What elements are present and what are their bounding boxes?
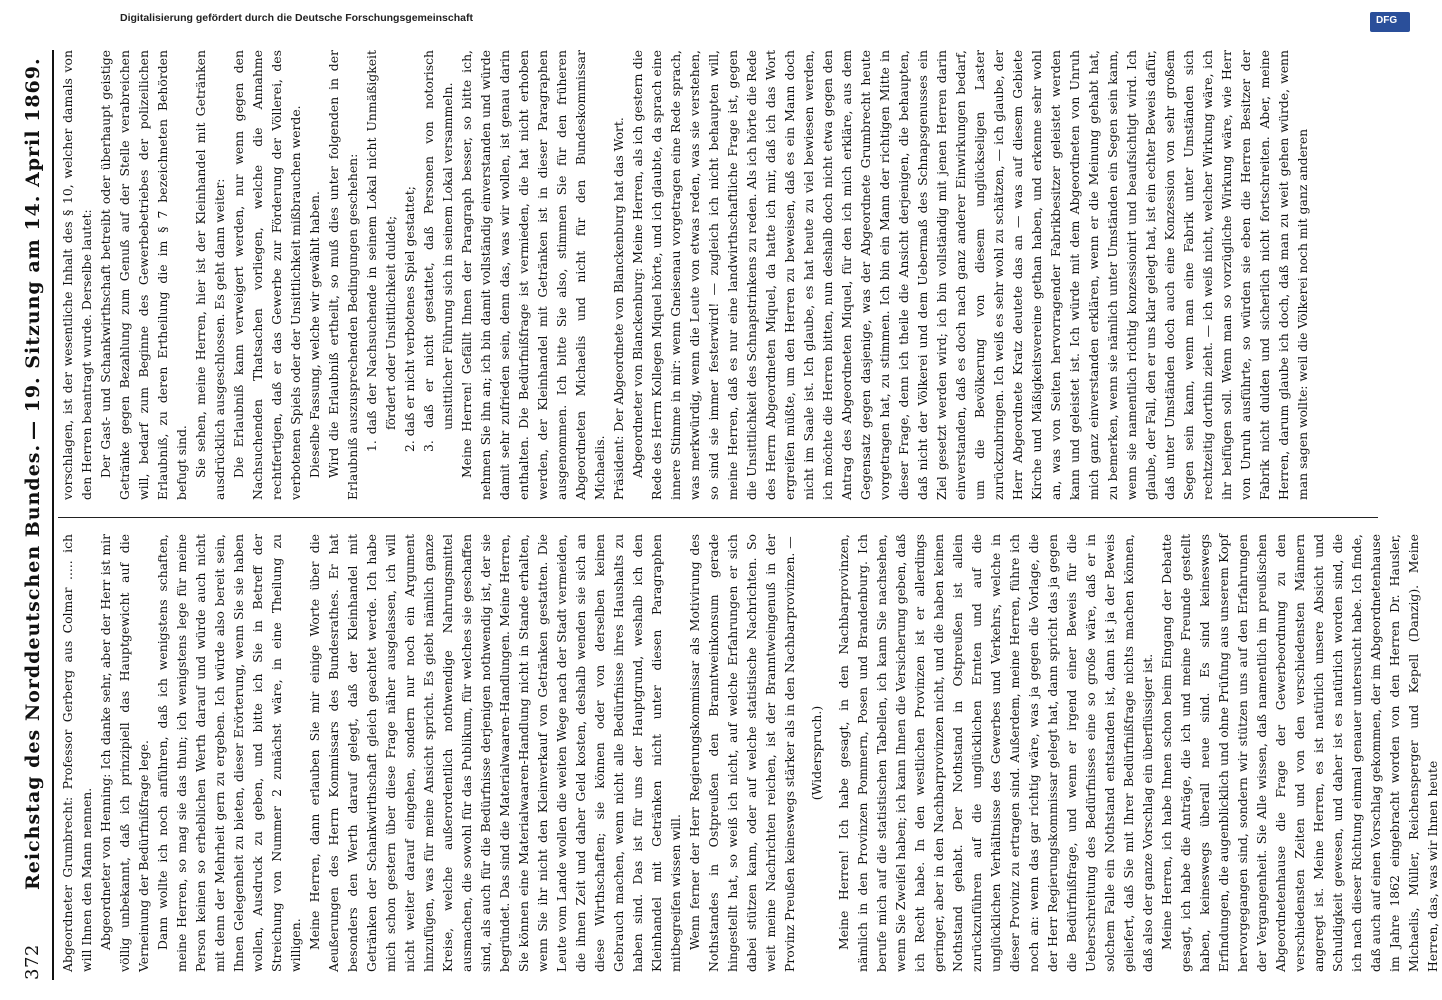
right-column-paragraph: Die Erlaubniß kann verweigert werden, nur wenn gegen den Nachsuchenden Thatsachen vorliegen, welche die Annahme rechtfertigen, daß er das Gewerbe zur Förderung der Völlerei, des verbotenen Spiels oder der Unsittlichkeit mißbrauchen werde. bbox=[231, 50, 303, 500]
left-column bbox=[58, 534, 1440, 972]
left-column-paragraph: Meine Herren! Ich habe gesagt, in den Nachbarprovinzen, nämlich in den Provinzen Pommern, Posen und Brandenburg. Ich berufe mich auf die statistischen Tabellen, ich kann Sie nachsehen, wenn Sie Zweifel haben; ich kann Ihnen die Versicherung geben, daß ich Recht habe. In den westlichen Provinzen ist er allerdings geringer, aber in den Nachbarprovinzen nicht, und die haben keinen Nothstand gehabt. Der Nothstand in Ostpreußen ist allein zurückzuführen auf die unglücklichen Ernten und auf die unglücklichen Verhältnisse des Gewerbes und Verkehrs, welche in dieser Provinz zu ertragen sind. Außerdem, meine Herren, führe ich noch an: wenn das gar richtig wäre, was ja gegen die Vorlage, die der Herr Regierungskommissar gelegt hat, dann spricht das ja gegen die Bedürfnißfrage, und wenn er irgend einer Beweis für die Ueberschreitung des Bedürfnisses eine so große wäre, daß er in solchem Falle ein Nothstand entstanden ist, dann ist ja der Beweis geliefert, daß Sie mit Ihrer Bedürfnißfrage nichts machen können, daß also der ganze Vorschlag ein überflüssiger ist. bbox=[836, 534, 1155, 972]
left-column-paragraph: Abgeordneter Grumbrecht: Professor Gerberg aus Colmar ..... ich will Ihnen den Mann nennen. bbox=[60, 534, 94, 972]
left-column-paragraph: Abgeordneter von Henning: Ich danke sehr, aber der Herr ist mir völlig unbekannt, daß ich prinzipiell das Hauptgewicht auf die Verneinung der Bedürfnißfrage lege. bbox=[98, 534, 151, 972]
right-column-paragraph: Der Gast- und Schankwirthschaft betreibt oder überhaupt geistige Getränke gegen Bezahlung zum Genuß auf der Stelle verabreichen will, bedarf zum Beginne des Gewerbebetriebes der polizeilichen Erlaubniß, zu deren Ertheilung die im § 7 bezeichneten Behörden befugt sind. bbox=[98, 50, 189, 500]
header-title-right: — 19. Sitzung am 14. April 1869. bbox=[22, 57, 44, 440]
left-column-paragraph: Dann wollte ich noch anführen, daß ich wenigstens schaften, meine Herren, so mag sie das thun; ich wenigstens lege für meine Person keinen so erheblichen Werth darauf und würde auch nicht mit denn der Mehrheit gern zu ergeben. Ich würde also bereit sein, Ihnen Gelegenheit zu bieten, dieser Erörterung, wenn Sie sie haben wollen, Ausdruck zu geben, und bitte ich Sie in Betreff der Streichung von Nummer 2 zunächst wäre, in eine Theilung zu willigen. bbox=[155, 534, 303, 972]
right-column-paragraph: Meine Herren! Gefällt Ihnen der Paragraph besser, so bitte ich, nehmen Sie ihn an; ich bin damit vollständig einverstanden und würde damit sehr zufrieden sein, denn das, was wir wollen, ist genau darin enthalten. Die Bedürfnißfrage ist vermieden, die hat nicht erhoben werden, der Kleinhandel mit Getränken ist in dieser Paragraphen ausgenommen. Ich bitte Sie also, stimmen Sie für den früheren Abgeordneten Michaelis und nicht für den Bundeskommissar Michaelis. bbox=[459, 50, 607, 500]
page-header bbox=[20, 50, 48, 980]
column-divider bbox=[58, 517, 1378, 518]
right-column-paragraph: Sie sehen, meine Herren, hier ist der Kleinhandel mit Getränken ausdrücklich ausgeschlossen. Es geht dann weiter: bbox=[193, 50, 227, 500]
header-title-left: Reichstag des Norddeutschen Bundes. bbox=[22, 443, 44, 890]
digitization-credit bbox=[120, 8, 1320, 28]
dfg-logo-text: DFG bbox=[1376, 15, 1398, 26]
digitization-credit-text: Digitalisierung gefördert durch die Deutsche Forschungsgemeinschaft bbox=[120, 12, 473, 24]
right-column-paragraph: 2. daß er nicht verbotenes Spiel gestattet; bbox=[402, 186, 417, 452]
right-column-paragraph: vorschlagen, ist der wesentliche Inhalt des § 10, welcher damals von den Herren beantragt wurde. Derselbe lautet: bbox=[60, 50, 94, 500]
right-column-paragraph: 1. daß der Nachsuchende in seinem Lokal nicht Unmäßigkeit fördert oder Unsittlichkeit duldet; bbox=[364, 50, 398, 452]
right-column bbox=[58, 50, 1388, 500]
right-column-paragraph: Wird die Erlaubniß ertheilt, so muß dies unter folgenden in der Erlaubniß auszusprechenden Bedingungen geschehen: bbox=[326, 50, 360, 500]
left-column-paragraph: Meine Herren, ich habe Ihnen schon beim Eingang der Debatte gesagt, ich habe die Anträge, die ich und meine Freunde gestellt haben, keineswegs überall neue sind. Es sind keineswegs Erfindungen, die augenblicklich und ohne Prüfung aus unserem Kopf hervorgegangen sind, sondern wir stützen uns auf den Erfahrungen der Vergangenheit. Sie Alle wissen, daß namentlich im preußischen Abgeordnetenhause die Frage der Gewerbeordnung zu den verschiedensten Zeiten und von den verschiedensten Männern angeregt ist. Meine Herren, es ist natürlich unsere Absicht und Schuldigkeit gewesen, und daher ist es natürlich worden sind, die ich nach dieser Richtung einmal genauer untersucht habe. Ich finde, daß auch auf einen Vorschlag gekommen, der im Abgeordnetenhause im Jahre 1862 eingebracht worden von den Herren Dr. Hausler, Michaelis, Müller, Reichensperger und Kepell (Danzig). Meine Herren, das, was wir Ihnen heute bbox=[1159, 534, 1440, 972]
left-column-paragraph: (Widerspruch.) bbox=[809, 705, 824, 801]
page-number: 372 bbox=[22, 944, 43, 980]
header-rule bbox=[52, 50, 54, 980]
right-column-paragraph: Abgeordneter von Blanckenburg: Meine Herren, als ich gestern die Rede des Herrn Kollegen Miquel hörte, und ich glaubte, da sprach eine innere Stimme in mir: wenn Gneisenau vorgetragen eine Rede sprach, was merkwürdig, wenn die Leute von etwas reden, was sie verstehen, so sind sie immer festerwird! — zugleich ich nicht behaupten will, meine Herren, daß es nur eine landwirthschaftliche Frage ist, gegen die Unsittlichkeit des Schnapstrinkens zu reden. Als ich hörte die Rede des Herrn Abgeordneten Miquel, da hatte ich mir, daß ich das Wort ergreifen müßte, um den Herren zu beweisen, daß es ein Mann doch nicht im Saale ist. Ich glaube, es hat heute zu viel bewiesen werden, ich möchte die Herren bitten, nun deshalb doch nicht etwa gegen den Antrag des Abgeordneten Miquel, für den ich mich erkläre, aus dem Gegensatz gegen dasjenige, was der Abgeordnete Grumbrecht heute vorgetragen hat, zu stimmen. Ich bin ein Mann der richtigen Mitte in dieser Frage, denn ich theile die Ansicht derjenigen, die behaupten, daß nicht der Völkerei und dem Uebermaß des Schnapsgenusses ein Ziel gesetzt werden wird; ich bin vollständig mit jenen Herren darin einverstanden, daß es doch nach ganz anderer Einwirkungen bedarf, um die Bevölkerung von diesem unglückseligen Laster zurückzubringen. Ich weiß es sehr wohl zu schätzen, — ich glaube, der Herr Abgeordnete Kratz deutete das an — was auf diesem Gebiete Kirche und Mäßigkeitsvereine gethan haben, und erkenne sehr wohl an, was von Seiten hervorragender Fabrikbesitzer geleistet werden kann und geleistet ist. Ich würde mit dem Abgeordneten von Unruh mich ganz einverstanden erklären, wenn er die Meinung gehabt hat, zu bemerken, wenn sie nämlich unter Umständen ein Segen sein kann, wenn sie namentlich richtig konzessionirt und beaufsichtigt wird. Ich glaube, der Fall, den er uns klar gelegt hat, ist ein echter Beweis dafür, daß unter Umständen doch auch eine Konzession von sehr großem Segen sein kann, wenn man eine Fabrik unter Umständen sich rechtzeitig dorthin zieht. — ich weiß nicht, welcher Wirkung wäre, ich ihr beifügen soll. Wenn man so vorzügliche Wirkung wäre, wie Herr von Unruh ausführte, so würden sie eben die Herren Besitzer der Fabrik nicht dulden und sicherlich nicht fortschreiten. Aber, meine Herren, darum glaube ich doch, daß man zu weit gehen würde, wenn man sagen wollte: weil die Völkerei noch mit ganz anderen bbox=[630, 50, 1310, 500]
dfg-logo bbox=[1370, 12, 1410, 32]
left-column-paragraph: Meine Herren, dann erlauben Sie mir einige Worte über die Aeußerungen des Herrn Kommissars des Bundesrathes. Er hat besonders den Werth darauf gelegt, daß der Kleinhandel mit Getränken der Schankwirthschaft gleich geachtet werde. Ich habe mich schon gestern über diese Frage näher ausgelassen, ich will nicht weiter darauf eingehen, sondern nur noch ein Argument hinzufügen, was für meine Ansicht spricht. Es giebt nämlich ganze Kreise, welche außerordentlich nothwendige Nahrungsmittel ausmachen, die sowohl für das Publikum, für welches sie geschaffen sind, als auch für die Bedürfnisse derjenigen nothwendig ist, der sie begründet. Das sind die Materialwaaren-Handlungen. Meine Herren, Sie können eine Materialwaaren-Handlung nicht in Stande erhalten, wenn Sie ihr nicht den Kleinverkauf von Getränken gestatten. Die Leute vom Lande wollen die weiten Wege nach der Stadt vermeiden, die ihnen Zeit und daher Geld kosten, deshalb wenden sie sich an diese Wirthschaften; sie können oder von derselben keinen Gebrauch machen, wenn nicht alle Bedürfnisse ihres Haushalts zu haben sind. Das ist für uns der Hauptgrund, weshalb ich den Kleinhandel mit Getränken nicht unter diesen Paragraphen mitbegreifen wissen will. bbox=[307, 534, 683, 972]
right-column-paragraph: 3. daß er nicht gestattet, daß Personen von notorisch unsittlicher Führung sich in seinem Lokal versammeln. bbox=[421, 50, 455, 452]
right-column-paragraph: Dieselbe Fassung, welche wir gewählt haben. bbox=[307, 191, 322, 478]
left-column-paragraph: Wenn ferner der Herr Regierungskommissar als Motivirung des Nothstandes in Ostpreußen den Branntweinkonsum gerade hingestellt hat, so weiß ich nicht, auf welche Erfahrungen er sich dabei stützen kann, oder auf welche statistische Nachrichten. So weit meine Nachrichten reichen, ist der Branntweingenuß in der Provinz Preußen keineswegs stärker als in den Nachbarprovinzen. — bbox=[687, 534, 797, 972]
right-column-paragraph: Präsident: Der Abgeordnete von Blanckenburg hat das Wort. bbox=[611, 117, 626, 500]
